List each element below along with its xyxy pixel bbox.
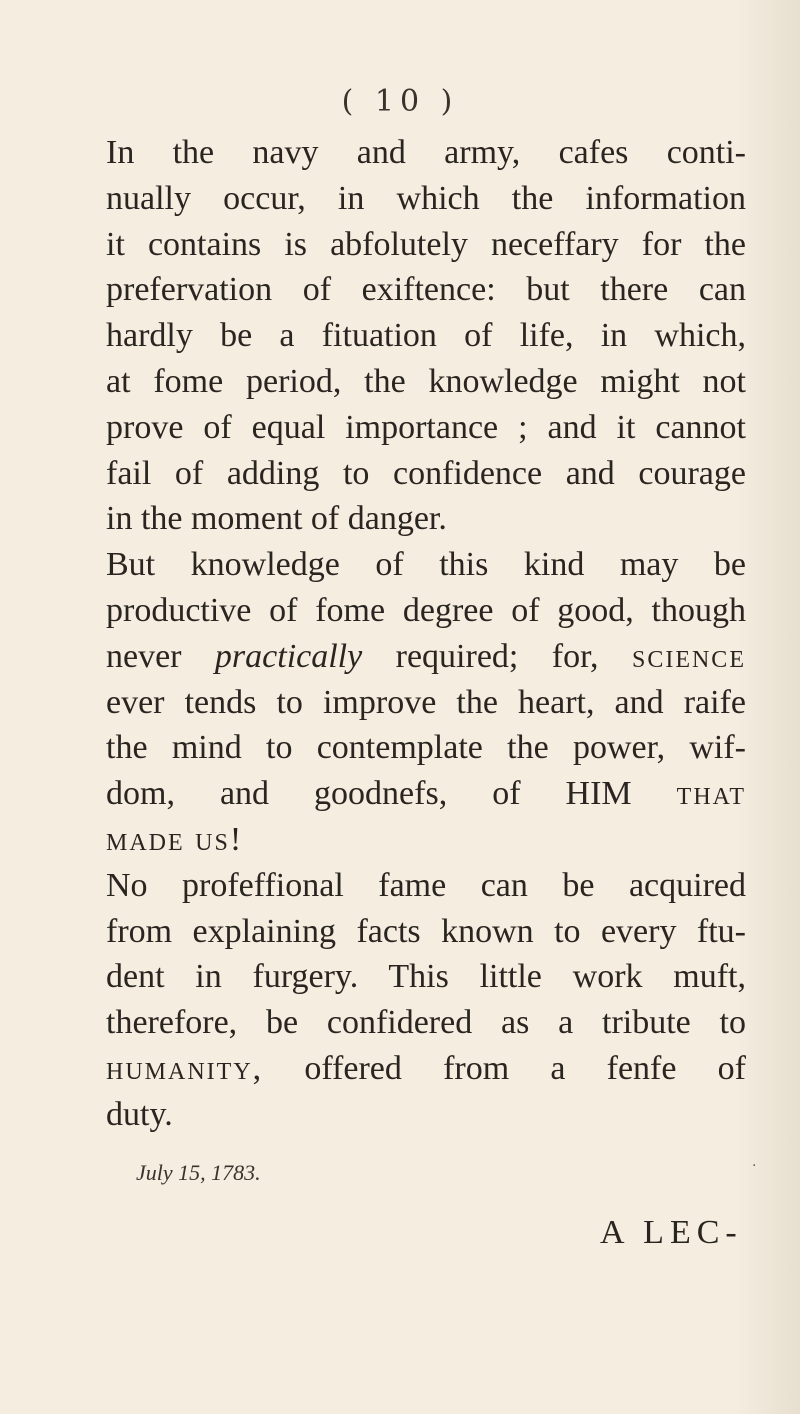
italic-word: practically: [214, 637, 363, 675]
text-line: No profeffional fame can be acquired: [106, 866, 746, 904]
text-line: hardly be a fituation of life, in which,: [106, 317, 746, 355]
paragraph-1: [106, 130, 746, 542]
text-line: In the navy and army, cafes conti-: [106, 134, 746, 171]
text-line: [106, 1046, 746, 1092]
text-line: at fome period, the knowledge might not: [106, 362, 746, 400]
text-run: never: [106, 637, 215, 675]
text-run: dom, and goodnefs, of HIM: [106, 775, 677, 813]
date-line: July 15, 1783.: [136, 1160, 261, 1185]
text-line: prove of equal importance ; and it cannot: [106, 408, 746, 446]
text-line: productive of fome degree of good, though: [106, 591, 746, 629]
small-caps-word: that: [676, 775, 746, 813]
text-line: prefervation of exiftence: but there can: [106, 271, 746, 309]
text-line: [106, 771, 746, 817]
text-line: [106, 634, 746, 680]
body-text: [106, 130, 746, 1138]
paragraph-2: [106, 542, 746, 863]
small-caps-word: humanity,: [106, 1049, 264, 1087]
text-line: nually occur, in which the information: [106, 179, 746, 217]
ink-mark-icon: ·: [752, 1158, 757, 1174]
text-line: ever tends to improve the heart, and raife: [106, 683, 746, 721]
text-line: But knowledge of this kind may be: [106, 546, 746, 584]
small-caps-word: science: [631, 637, 746, 675]
text-run: required; for,: [362, 637, 632, 675]
text-run: offered from a fenfe of: [263, 1049, 746, 1087]
small-caps-word: made us!: [106, 820, 244, 858]
text-line: it contains is abfolutely neceffary for the: [106, 225, 746, 263]
text-line: fail of adding to confidence and courage: [106, 454, 746, 492]
text-line: in the moment of danger.: [106, 500, 447, 538]
catchword: A LEC-: [600, 1214, 743, 1251]
text-line: [106, 817, 746, 863]
text-line: from explaining facts known to every ftu-: [106, 912, 746, 950]
text-line: dent in furgery. This little work muft,: [106, 958, 746, 996]
paragraph-3: [106, 863, 746, 1138]
text-line: therefore, be confidered as a tribute to: [106, 1004, 746, 1042]
text-line: duty.: [106, 1095, 173, 1133]
page-number: ( 10 ): [341, 84, 459, 119]
text-line: the mind to contemplate the power, wif-: [106, 729, 746, 767]
